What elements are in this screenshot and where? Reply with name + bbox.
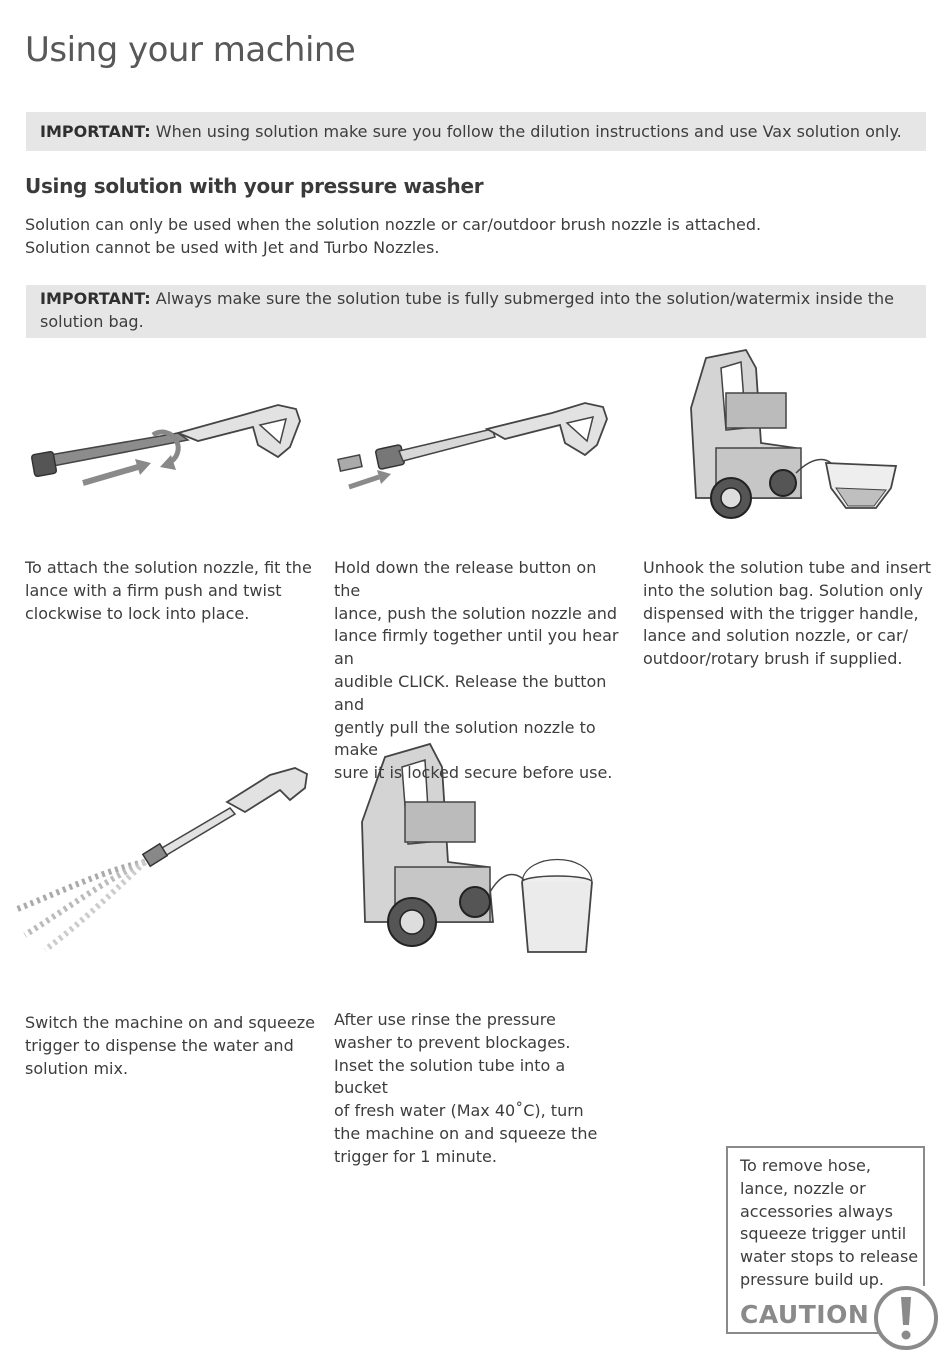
caution-line: lance, nozzle or xyxy=(740,1178,866,1198)
step-line: lance and solution nozzle, or car/ xyxy=(643,626,908,646)
page-title: Using your machine xyxy=(25,30,356,70)
important-label: IMPORTANT: xyxy=(40,289,151,308)
important-label: IMPORTANT: xyxy=(40,122,151,141)
section-heading: Using solution with your pressure washer xyxy=(25,174,484,198)
washer-solution-bag-icon xyxy=(686,348,906,528)
caution-label: CAUTION xyxy=(740,1300,870,1329)
step-line: outdoor/rotary brush if supplied. xyxy=(643,649,903,669)
important-text: solution bag. xyxy=(40,312,144,331)
intro-line: Solution cannot be used with Jet and Turbo Nozzles. xyxy=(25,238,440,257)
step-line: audible CLICK. Release the button and xyxy=(334,671,607,714)
caution-line: To remove hose, xyxy=(740,1156,871,1175)
lance-click-icon xyxy=(337,395,617,495)
step-line: lance firmly together until you hear an xyxy=(334,626,619,669)
step-line: Switch the machine on and squeeze xyxy=(25,1013,315,1032)
step-5-text xyxy=(334,1009,624,1169)
lance-twist-icon xyxy=(28,395,308,495)
step-3-text xyxy=(643,557,933,671)
step-line: Hold down the release button on the xyxy=(334,558,597,600)
caution-text xyxy=(740,1155,920,1292)
step-4-text xyxy=(25,1012,315,1080)
lance-spray-icon xyxy=(5,760,315,955)
step-line: lance with a firm push and twist xyxy=(25,580,282,600)
caution-line: squeeze trigger until xyxy=(740,1224,907,1244)
step-line: lance, push the solution nozzle and xyxy=(334,603,618,623)
step-line: into the solution bag. Solution only xyxy=(643,580,923,600)
important-notice-dilution xyxy=(26,112,926,151)
step-line: sure it is locked secure before use. xyxy=(334,763,613,783)
important-text: Always make sure the solution tube is fully submerged into the solution/watermix inside the xyxy=(150,289,894,308)
step-line: To attach the solution nozzle, fit the xyxy=(25,558,312,577)
step-line: clockwise to lock into place. xyxy=(25,603,250,623)
important-notice-submerged xyxy=(26,285,926,338)
step-line: Inset the solution tube into a bucket xyxy=(334,1055,566,1098)
step-line: trigger for 1 minute. xyxy=(334,1146,497,1166)
caution-line: accessories always xyxy=(740,1201,893,1221)
step-line: Unhook the solution tube and insert xyxy=(643,558,932,577)
step-1-text xyxy=(25,557,315,625)
step-line: the machine on and squeeze the xyxy=(334,1123,598,1143)
step-line: washer to prevent blockages. xyxy=(334,1032,571,1052)
step-line: After use rinse the pressure xyxy=(334,1010,556,1029)
step-2-text xyxy=(334,557,624,785)
step-line: solution mix. xyxy=(25,1058,129,1078)
step-line: trigger to dispense the water and xyxy=(25,1035,294,1055)
section-intro xyxy=(25,213,761,259)
step-line: gently pull the solution nozzle to make xyxy=(334,717,596,760)
important-text: When using solution make sure you follow the dilution instructions and use Vax solution only. xyxy=(150,122,902,141)
caution-line: water stops to release xyxy=(740,1247,919,1267)
caution-line: pressure build up. xyxy=(740,1269,885,1289)
exclamation-circle-icon xyxy=(873,1285,939,1351)
step-line: of fresh water (Max 40˚C), turn xyxy=(334,1101,584,1121)
caution-border xyxy=(923,1146,925,1286)
intro-line: Solution can only be used when the solution nozzle or car/outdoor brush nozzle is attached. xyxy=(25,215,762,234)
step-line: dispensed with the trigger handle, xyxy=(643,603,919,623)
